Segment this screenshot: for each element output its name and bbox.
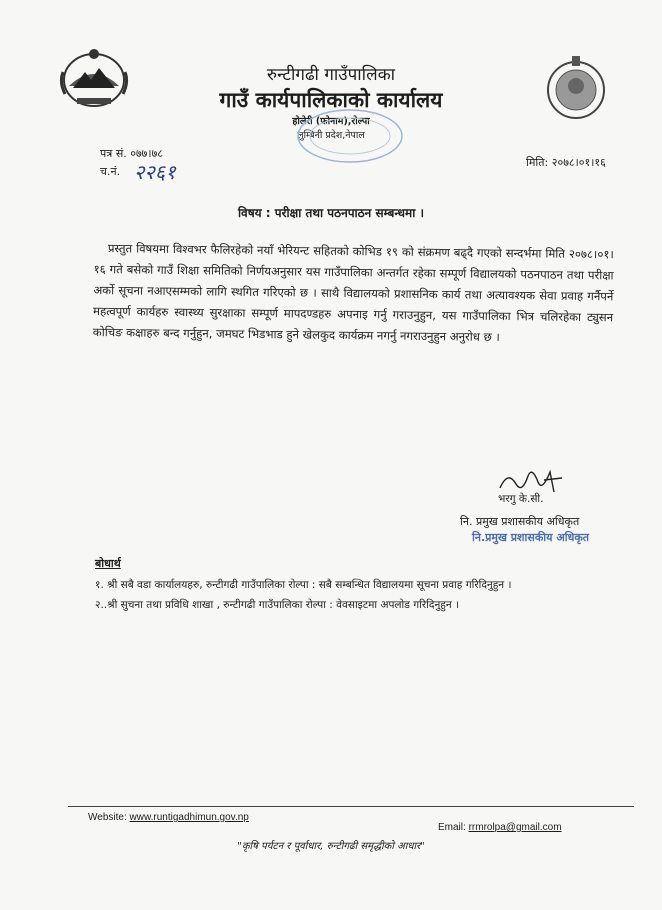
signatory-title: नि. प्रमुख प्रशासकीय अधिकृत — [460, 515, 580, 528]
letter-body: प्रस्तुत विषयमा विश्वभर फैलिरहेको नयाँ भेरियन्ट सहितको कोभिड १९ को संक्रमण बढ्दै गएको सन्दर्भमा मिति २०७८।०१।१६ गते बसेको गाउँ शिक्षा समितिको निर्णयअनुसार यस गाउँपालिका अन्तर्गत रहेका सम्पूर्ण विद्यालयको पठनपाठन तथा परीक्षा अर्को सूचना नआएसम्मको लागि स्थगित गरिएको छ । साथै विद्यालयको प्रशासनिक कार्य तथा अत्यावश्यक सेवा प्रवाह गर्नैपर्ने महत्वपूर्ण कार्यहरु स्वास्थ्य सुरक्षाका सम्पूर्ण मापदण्डहरु अपनाइ गर्नु गराउनुहुन, यस गाउँपालिका भित्र चलिरहेका ट्युसन कोचिङ कक्षाहरु बन्द गर्नुहुन, जमघट भिडभाड हुने खेलकुद कार्यक्रम नगर्नु नगराउनुहुन अनुरोध छ । — [92, 241, 614, 344]
dispatch-label: च.नं. — [100, 165, 121, 178]
signatory-stamp: नि.प्रमुख प्रशासकीय अधिकृत — [472, 531, 590, 544]
cc-heading: बोधार्थ — [95, 557, 121, 570]
office-province: लुम्बिनी प्रदेश,नेपाल — [297, 130, 365, 141]
letter-date: मिति: २०७८।०१।१६ — [526, 156, 606, 169]
email-link[interactable]: rrmrolpa@gmail.com — [468, 822, 562, 833]
office-municipality-name: रुन्टीगढी गाउँपालिका — [266, 65, 396, 85]
dispatch-number: २२६१ — [134, 160, 176, 184]
reference-number: पत्र सं. ०७७।७८ — [100, 147, 164, 160]
letter-subject: विषय : परीक्षा तथा पठनपाठन सम्बन्धमा । — [237, 206, 425, 220]
email-label: Email: — [438, 822, 466, 833]
signatory-name: भरगु के.सी. — [498, 493, 544, 505]
footer-email — [438, 822, 562, 833]
footer-slogan: "कृषि पर्यटन र पूर्वाधार, रुन्टीगढी समृद्धीको आधार" — [237, 841, 425, 852]
footer-divider — [68, 806, 634, 807]
cc-item-2: २..श्री सुचना तथा प्रविधि शाखा , रुन्टीगढी गाउँपालिका रोल्पा : वेवसाइटमा अपलोड गरिदिनुहुन । — [95, 599, 459, 611]
office-stamp-icon — [288, 106, 408, 168]
office-title: गाउँ कार्यपालिकाको कार्यालय — [219, 88, 443, 112]
website-label: Website: — [88, 812, 127, 823]
office-address: होलेरी (फोनाम),रोल्पा — [292, 116, 370, 127]
cc-item-1: १. श्री सबै वडा कार्यालयहरु, रुन्टीगढी गाउँपालिका रोल्पा : सबै सम्बन्धित विद्यालयमा सूचना प्रवाह गरिदिनुहुन । — [95, 579, 512, 591]
website-link[interactable]: www.runtigadhimun.gov.np — [129, 812, 249, 823]
footer-website — [88, 812, 249, 823]
